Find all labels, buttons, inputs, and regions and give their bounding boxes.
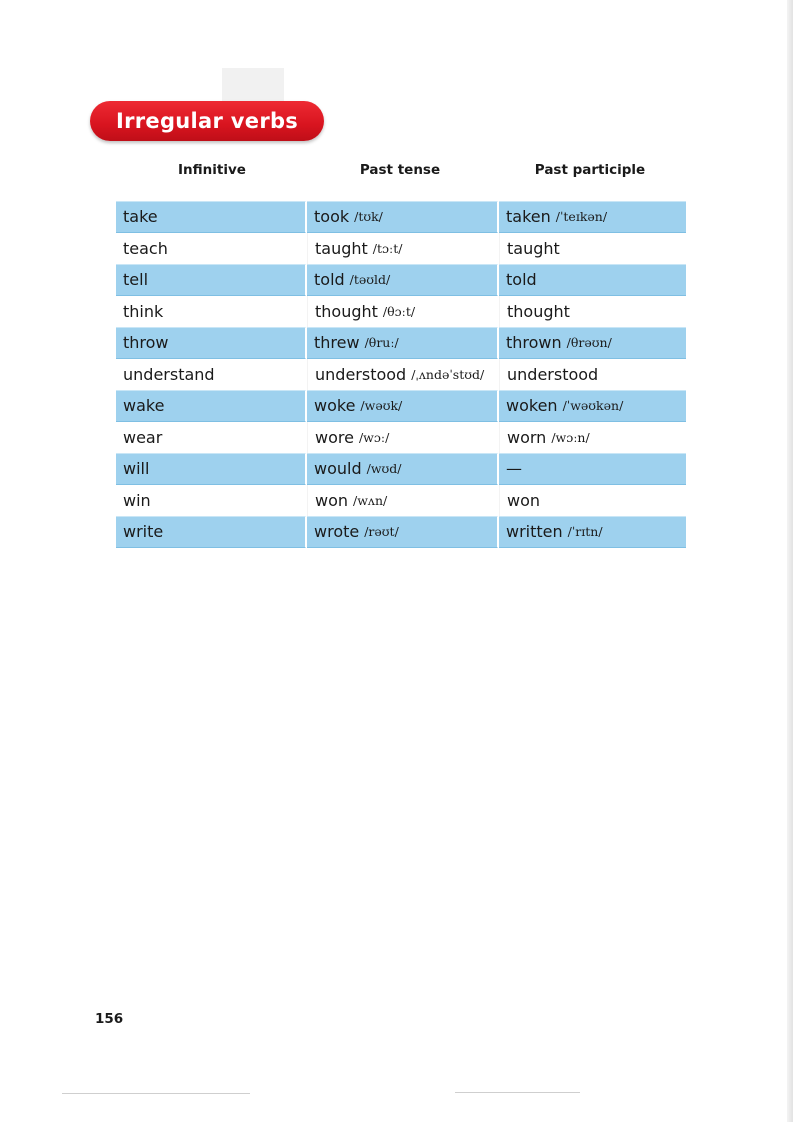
- table-row: [116, 453, 686, 485]
- infinitive-cell: [116, 485, 306, 517]
- past-tense-pronunciation: /ˌʌndəˈstʊd/: [411, 366, 485, 382]
- past-tense-text: wore: [315, 427, 354, 447]
- past-tense-cell: [307, 516, 498, 548]
- infinitive-cell: [116, 296, 306, 328]
- past-tense-pronunciation: /tʊk/: [354, 209, 383, 225]
- section-title: Irregular verbs: [116, 109, 299, 133]
- past-participle-cell: [499, 422, 686, 454]
- past-participle-text: taken: [506, 207, 551, 227]
- infinitive-cell: [116, 516, 306, 548]
- past-tense-text: understood: [315, 364, 407, 384]
- past-participle-cell: [499, 390, 686, 422]
- past-participle-cell: [499, 327, 686, 359]
- past-participle-text: won: [507, 490, 541, 510]
- table-row: [116, 485, 686, 517]
- past-participle-text: understood: [507, 364, 599, 384]
- table-row: [116, 201, 686, 233]
- past-participle-cell: [499, 359, 686, 391]
- header-past-tense: Past tense: [359, 162, 441, 178]
- infinitive-cell: [116, 359, 306, 391]
- past-participle-text: —: [506, 459, 522, 479]
- table-row: [116, 516, 686, 548]
- past-tense-text: taught: [315, 238, 368, 258]
- past-participle-pronunciation: /ˈwəʊkən/: [562, 398, 624, 414]
- past-participle-pronunciation: /ˈrɪtn/: [567, 524, 603, 540]
- past-participle-text: taught: [507, 238, 560, 258]
- infinitive-text: teach: [123, 238, 168, 258]
- footer-rule-right: [455, 1092, 580, 1093]
- header-past-participle: Past participle: [534, 162, 646, 178]
- past-participle-cell: [499, 264, 686, 296]
- past-tense-pronunciation: /θruː/: [364, 335, 399, 351]
- page-number: 156: [95, 1011, 124, 1027]
- past-participle-cell: [499, 233, 686, 265]
- header-infinitive: Infinitive: [178, 162, 246, 178]
- infinitive-cell: [116, 264, 306, 296]
- infinitive-text: win: [123, 490, 151, 510]
- past-tense-pronunciation: /wəʊk/: [360, 398, 403, 414]
- past-tense-text: threw: [314, 333, 360, 353]
- infinitive-cell: [116, 233, 306, 265]
- scan-smudge: [222, 68, 284, 104]
- infinitive-text: wear: [123, 427, 163, 447]
- past-participle-cell: [499, 201, 686, 233]
- past-tense-pronunciation: /wʊd/: [366, 461, 402, 477]
- past-tense-text: thought: [315, 301, 378, 321]
- past-participle-cell: [499, 516, 686, 548]
- past-tense-text: took: [314, 207, 350, 227]
- infinitive-text: write: [123, 522, 164, 542]
- table-row: [116, 390, 686, 422]
- past-tense-cell: [307, 359, 498, 391]
- past-participle-cell: [499, 485, 686, 517]
- past-tense-text: wrote: [314, 522, 360, 542]
- past-tense-cell: [307, 422, 498, 454]
- past-tense-cell: [307, 264, 498, 296]
- past-participle-pronunciation: /ˈteɪkən/: [555, 209, 608, 225]
- infinitive-text: think: [123, 301, 164, 321]
- infinitive-cell: [116, 422, 306, 454]
- past-participle-cell: [499, 296, 686, 328]
- past-participle-text: woken: [506, 396, 558, 416]
- section-title-banner: [90, 101, 324, 141]
- infinitive-text: wake: [123, 396, 165, 416]
- table-row: [116, 422, 686, 454]
- past-participle-text: thought: [507, 301, 570, 321]
- infinitive-text: throw: [123, 333, 169, 353]
- table-row: [116, 233, 686, 265]
- past-tense-pronunciation: /rəʊt/: [364, 524, 399, 540]
- past-participle-text: written: [506, 522, 563, 542]
- past-tense-cell: [307, 390, 498, 422]
- table-row: [116, 327, 686, 359]
- past-tense-pronunciation: /θɔːt/: [382, 303, 416, 319]
- past-tense-cell: [307, 201, 498, 233]
- irregular-verbs-table: [116, 201, 686, 548]
- past-tense-pronunciation: /wɔː/: [358, 429, 390, 445]
- past-participle-text: thrown: [506, 333, 562, 353]
- past-tense-cell: [307, 296, 498, 328]
- past-participle-cell: [499, 453, 686, 485]
- infinitive-cell: [116, 201, 306, 233]
- infinitive-cell: [116, 327, 306, 359]
- past-tense-cell: [307, 327, 498, 359]
- table-row: [116, 264, 686, 296]
- past-tense-pronunciation: /təʊld/: [349, 272, 391, 288]
- infinitive-text: understand: [123, 364, 215, 384]
- table-row: [116, 359, 686, 391]
- infinitive-cell: [116, 453, 306, 485]
- page-edge-shadow: [787, 0, 793, 1122]
- past-tense-text: won: [315, 490, 349, 510]
- table-row: [116, 296, 686, 328]
- past-tense-text: told: [314, 270, 345, 290]
- past-participle-text: told: [506, 270, 537, 290]
- past-tense-cell: [307, 485, 498, 517]
- past-tense-cell: [307, 233, 498, 265]
- infinitive-cell: [116, 390, 306, 422]
- past-tense-text: woke: [314, 396, 356, 416]
- footer-rule-left: [62, 1093, 250, 1094]
- past-tense-text: would: [314, 459, 362, 479]
- past-tense-pronunciation: /tɔːt/: [372, 240, 403, 256]
- infinitive-text: take: [123, 207, 158, 227]
- infinitive-text: tell: [123, 270, 149, 290]
- past-participle-text: worn: [507, 427, 547, 447]
- past-participle-pronunciation: /θrəʊn/: [566, 335, 612, 351]
- infinitive-text: will: [123, 459, 150, 479]
- past-tense-cell: [307, 453, 498, 485]
- past-tense-pronunciation: /wʌn/: [353, 492, 388, 508]
- past-participle-pronunciation: /wɔːn/: [551, 429, 590, 445]
